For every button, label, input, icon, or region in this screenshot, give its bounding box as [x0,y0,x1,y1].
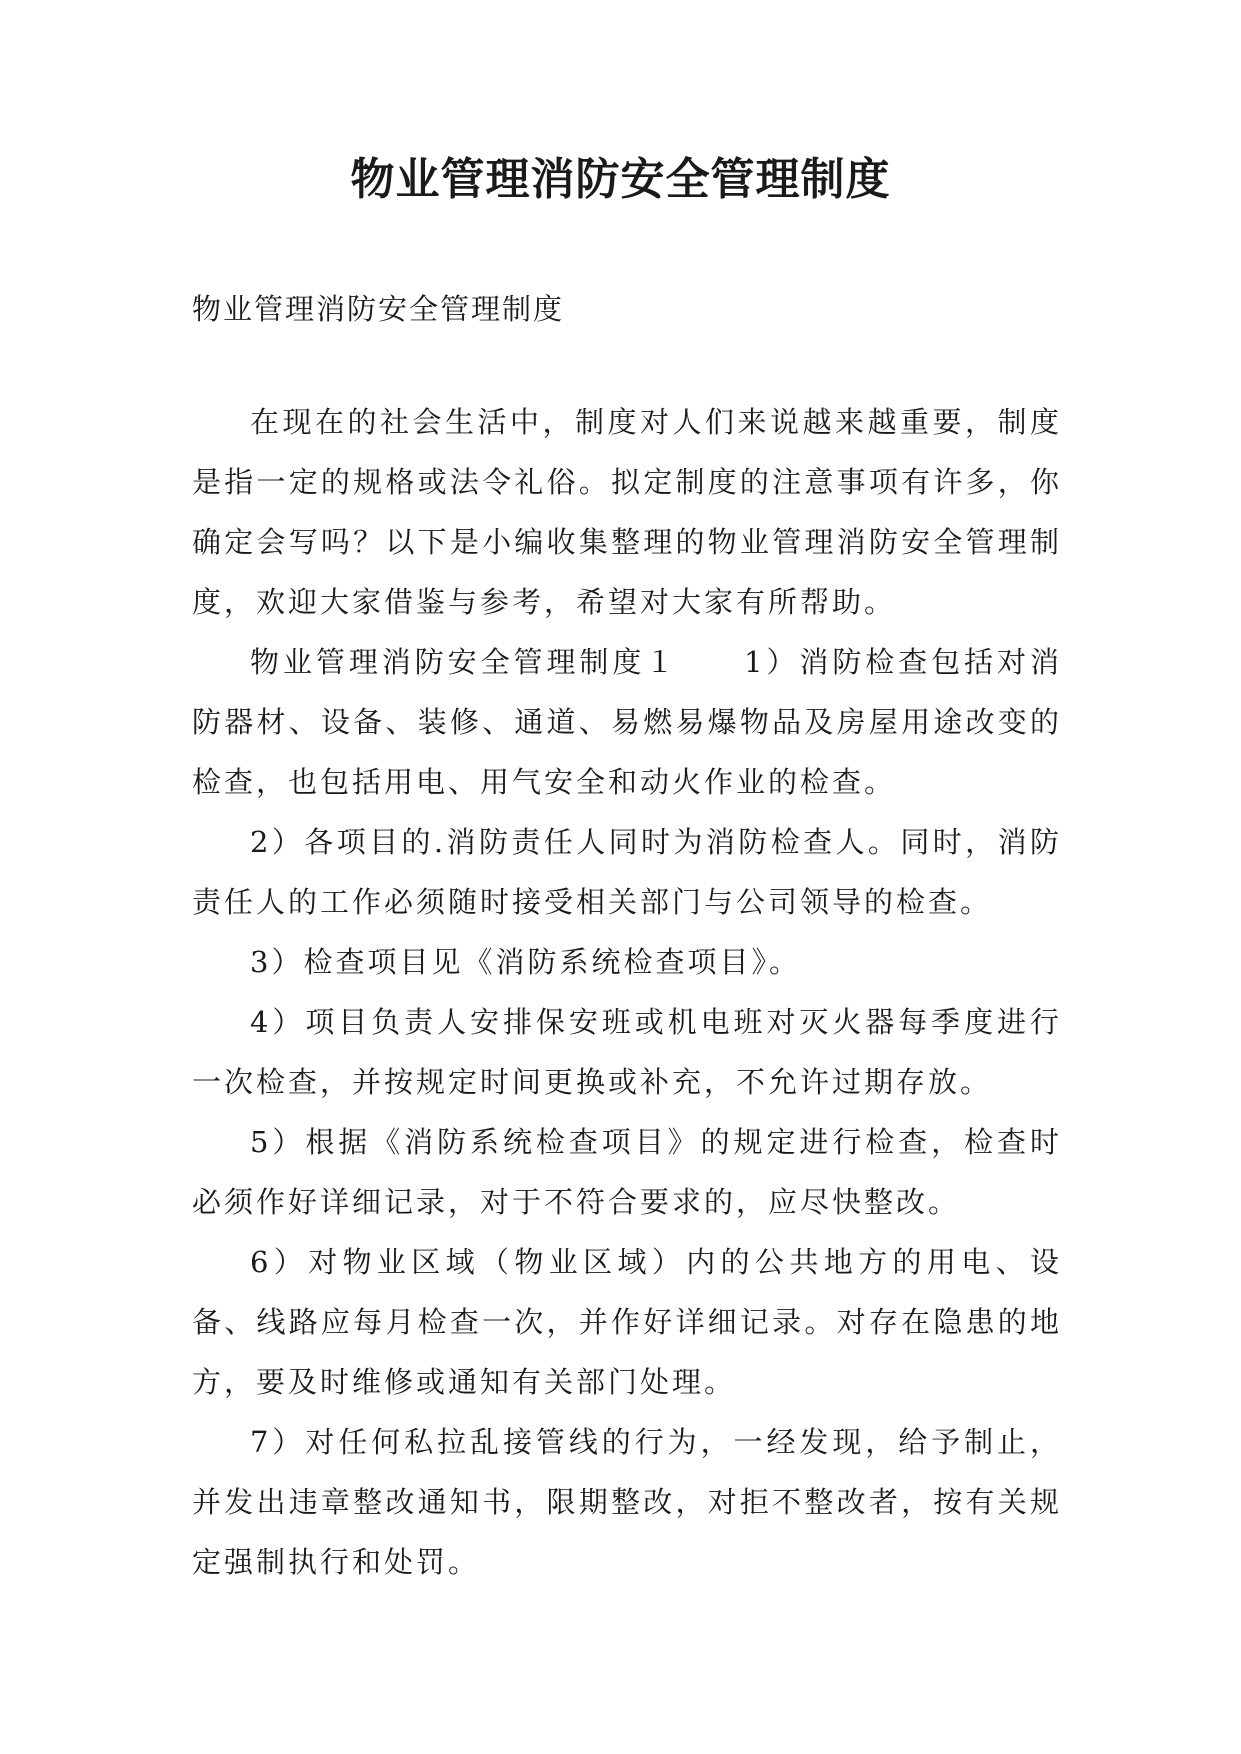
rule-paragraph-4: 4）项目负责人安排保安班或机电班对灭火器每季度进行一次检查，并按规定时间更换或补充，不允许过期存放。 [192,1005,1062,1099]
rule-paragraph-5: 5）根据《消防系统检查项目》的规定进行检查，检查时必须作好详细记录，对于不符合要求的，应尽快整改。 [192,1125,1062,1219]
rule-paragraph-7: 7）对任何私拉乱接管线的行为，一经发现，给予制止，并发出违章整改通知书，限期整改，对拒不整改者，按有关规定强制执行和处罚。 [192,1425,1062,1579]
document-body [192,290,1062,1592]
document-title: 物业管理消防安全管理制度 [350,154,891,205]
rule-paragraph-1: 物业管理消防安全管理制度１ 1）消防检查包括对消防器材、设备、装修、通道、易燃易爆物品及房屋用途改变的检查，也包括用电、用气安全和动火作业的检查。 [192,645,1062,799]
rule-paragraph-6: 6）对物业区域（物业区域）内的公共地方的用电、设备、线路应每月检查一次，并作好详细记录。对存在隐患的地方，要及时维修或通知有关部门处理。 [192,1245,1062,1399]
rule-paragraph-3: 3）检查项目见《消防系统检查项目》。 [250,945,801,979]
intro-paragraph: 在现在的社会生活中，制度对人们来说越来越重要，制度是指一定的规格或法令礼俗。拟定制度的注意事项有许多，你确定会写吗？以下是小编收集整理的物业管理消防安全管理制度，欢迎大家借鉴与参考，希望对大家有所帮助。 [192,405,1062,619]
rule-paragraph-2: 2）各项目的.消防责任人同时为消防检查人。同时，消防责任人的工作必须随时接受相关部门与公司领导的检查。 [192,825,1062,919]
document-subtitle: 物业管理消防安全管理制度 [192,292,565,326]
